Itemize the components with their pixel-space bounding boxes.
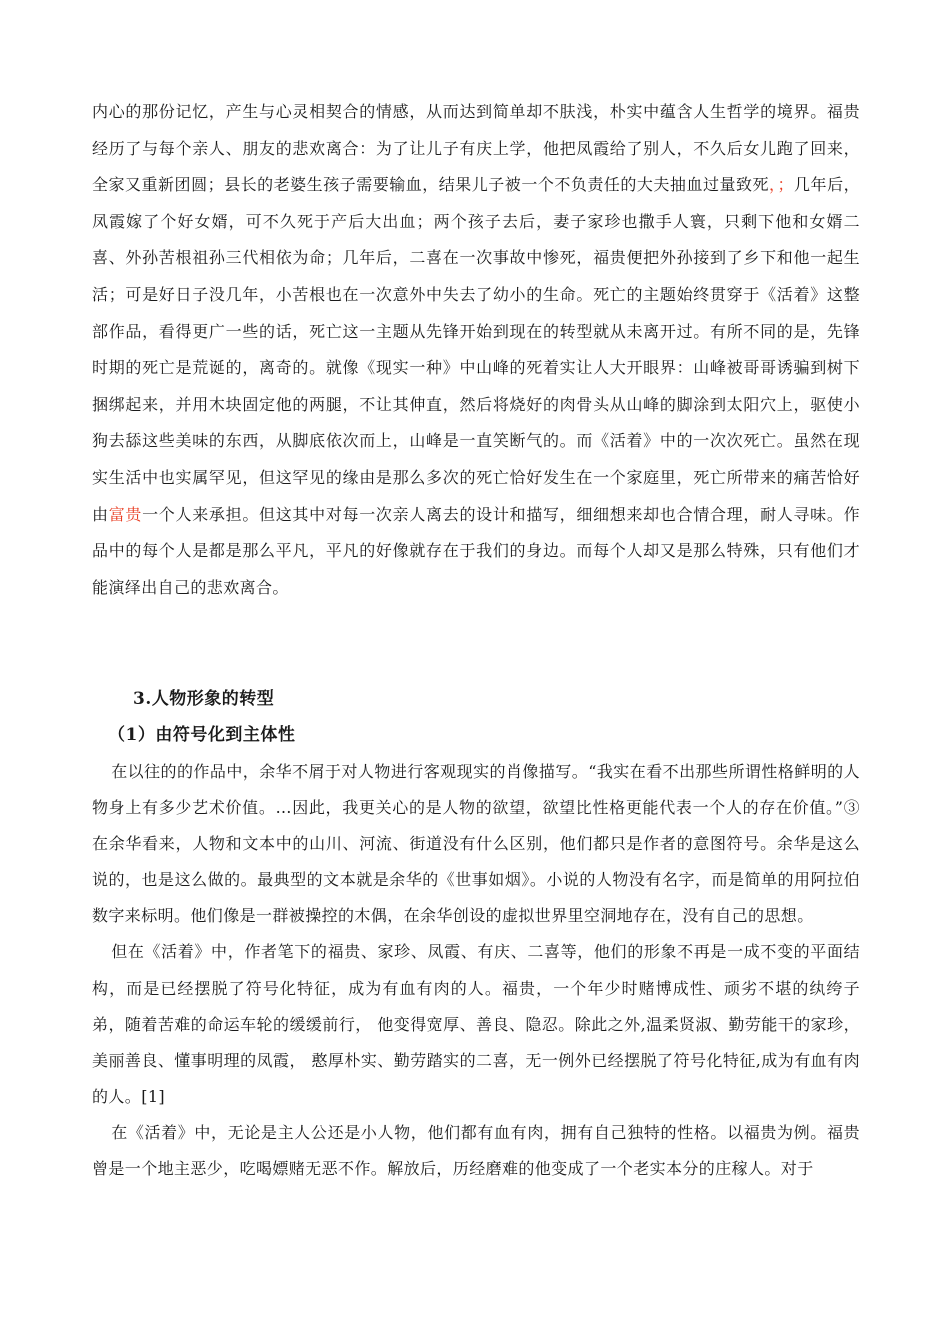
subsection-heading: （1）由符号化到主体性 bbox=[108, 725, 296, 745]
body-paragraph-top bbox=[92, 94, 860, 606]
paragraph-death-theme bbox=[92, 94, 860, 606]
paragraph-characters: 但在《活着》中，作者笔下的福贵、家珍、凤霞、有庆、二喜等，他们的形象不再是一成不变的平面结构，而是已经摆脱了符号化特征，成为有血有肉的人。福贵，一个年少时赌博成性、顽劣不堪的纨绔子弟，随着苦难的命运车轮的缓缓前行， 他变得宽厚、善良、隐忍。除此之外,温柔贤淑、勤劳能干的家珍， 美丽善良、懂事明理的凤霞， 憨厚朴实、勤劳踏实的二喜，无一例外已经摆脱了符号化特征,成为有血有肉的人。[1] bbox=[92, 942, 860, 1106]
body-section bbox=[92, 754, 860, 1187]
highlighted-name: 富贵 bbox=[108, 504, 143, 524]
red-punctuation-mark: ，； bbox=[769, 175, 794, 195]
paragraph-symbolic: 在以往的的作品中，余华不屑于对人物进行客观现实的肖像描写。“我实在看不出那些所谓性格鲜明的人物身上有多少艺术价值。…因此，我更关心的是人物的欲望，欲望比性格更能代表一个人的存在价值。”③在余华看来，人物和文本中的山川、河流、街道没有什么区别，他们都只是作者的意图符号。余华是这么说的，也是这么做的。最典型的文本就是余华的《世事如烟》。小说的人物没有名字，而是简单的用阿拉伯数字来标明。他们像是一群被操控的木偶，在余华创设的虚拟世界里空洞地存在，没有自己的思想。 bbox=[92, 762, 860, 926]
paragraph-text: 一个人来承担。但这其中对每一次亲人离去的设计和描写，细细想来却也合情合理，耐人寻味。作品中的每个人是都是那么平凡，平凡的好像就存在于我们的身边。而每个人却又是那么特殊，只有他们才能演绎出自己的悲欢离合。 bbox=[92, 504, 860, 597]
paragraph-text: 几年后，凤霞嫁了个好女婿，可不久死于产后大出血；两个孩子去后，妻子家珍也撒手人寰，只剩下他和女婿二喜、外孙苦根祖孙三代相依为命；几年后，二喜在一次事故中惨死，福贵便把外孙接到了乡下和他一起生活；可是好日子没几年，小苦根也在一次意外中失去了幼小的生命。死亡的主题始终贯穿于《活着》这整部作品，看得更广一些的话，死亡这一主题从先锋开始到现在的转型就从未离开过。有所不同的是，先锋时期的死亡是荒诞的，离奇的。就像《现实一种》中山峰的死着实让人大开眼界：山峰被哥哥诱骗到树下捆绑起来，并用木块固定他的两腿，不让其伸直，然后将烧好的肉骨头从山峰的脚涂到太阳穴上，驱使小狗去舔这些美味的东西，从脚底依次而上，山峰是一直笑断气的。而《活着》中的一次次死亡。虽然在现实生活中也实属罕见，但这罕见的缘由是那么多次的死亡恰好发生在一个家庭里，死亡所带来的痛苦恰好由 bbox=[92, 175, 860, 524]
paragraph-text: 内心的那份记忆，产生与心灵相契合的情感，从而达到简单却不肤浅，朴实中蕴含人生哲学的境界。福贵经历了与每个亲人、朋友的悲欢离合：为了让儿子有庆上学，他把凤霞给了别人，不久后女儿跑了回来，全家又重新团圆；县长的老婆生孩子需要输血，结果儿子被一个不负责任的大夫抽血过量致死 bbox=[92, 102, 860, 195]
paragraph-fugui: 在《活着》中，无论是主人公还是小人物，他们都有血有肉，拥有自己独特的性格。以福贵为例。福贵曾是一个地主恶少，吃喝嫖赌无恶不作。解放后，历经磨难的他变成了一个老实本分的庄稼人。对于 bbox=[92, 1122, 860, 1179]
section-heading: 3.人物形象的转型 bbox=[133, 689, 275, 709]
